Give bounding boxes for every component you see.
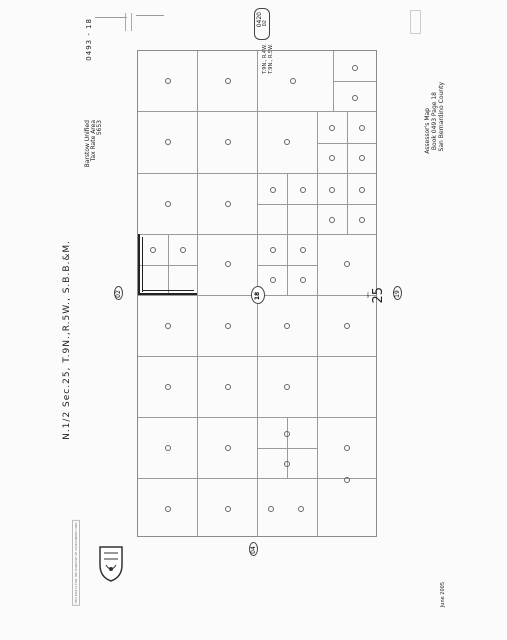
parcel-marker[interactable] [180, 247, 186, 253]
adjacent-page-top-number: 02 [114, 290, 122, 298]
parcel-marker[interactable] [165, 323, 171, 329]
parcel-marker[interactable] [225, 261, 231, 267]
grid-sub-line [287, 173, 288, 234]
section-corner-mark [142, 290, 194, 291]
parcel-marker[interactable] [165, 506, 171, 512]
book-page: Book 0493 Page 18 [431, 92, 438, 151]
scale-mark-left [125, 13, 126, 31]
parcel-marker[interactable] [150, 247, 156, 253]
parcel-marker[interactable] [165, 78, 171, 84]
township-label-1: T.9N., R.4W. [262, 44, 268, 74]
grid-sub-line [168, 234, 169, 295]
parcel-marker[interactable] [165, 384, 171, 390]
tax-rate-area-label: Tax Rate Area [90, 120, 97, 162]
parcel-marker[interactable] [344, 323, 350, 329]
parcel-marker[interactable] [284, 461, 290, 467]
adjacent-page-right [393, 286, 402, 300]
parcel-marker[interactable] [284, 139, 290, 145]
parcel-marker[interactable] [284, 384, 290, 390]
parcel-marker[interactable] [290, 78, 296, 84]
parcel-marker[interactable] [352, 95, 358, 101]
adjacent-page-top [114, 286, 123, 300]
parcel-marker[interactable] [284, 431, 290, 437]
parcel-marker[interactable] [268, 506, 274, 512]
parcel-marker[interactable] [359, 155, 365, 161]
parcel-marker[interactable] [359, 187, 365, 193]
county-seal-icon [96, 543, 126, 583]
parcel-marker[interactable] [352, 65, 358, 71]
parcel-marker[interactable] [300, 247, 306, 253]
parcel-marker[interactable] [165, 201, 171, 207]
scale-bar [95, 17, 127, 18]
parcel-marker[interactable] [165, 139, 171, 145]
section-corner-line [138, 293, 197, 295]
map-date: June 2005 [440, 582, 446, 608]
parcel-marker[interactable] [329, 125, 335, 131]
parcel-marker[interactable] [225, 323, 231, 329]
parcel-marker[interactable] [270, 277, 276, 283]
grid-sub-line [287, 234, 288, 295]
parcel-marker[interactable] [298, 506, 304, 512]
corner-stamp [410, 10, 421, 34]
parcel-marker[interactable] [329, 155, 335, 161]
adjacent-page-left [249, 542, 258, 556]
map-title: N.1/2 Sec.25, T.9N.,R.5W., S.B.B.&M. [62, 240, 72, 440]
parcel-marker[interactable] [344, 477, 350, 483]
top-reference-sub: 02 [262, 20, 268, 27]
parcel-marker[interactable] [300, 187, 306, 193]
map-number-label: 0493 - 18 [85, 18, 93, 61]
parcel-marker[interactable] [270, 187, 276, 193]
section-corner-line [138, 234, 140, 295]
parcel-marker[interactable] [300, 277, 306, 283]
assessor-map-label: Assessor's Map [424, 108, 431, 154]
section-corner-mark [142, 237, 143, 292]
parcel-marker[interactable] [329, 217, 335, 223]
county-name: San Bernardino County [438, 82, 445, 152]
section-number: 25 [371, 287, 386, 304]
township-label-2: T.9N., R.5W. [268, 44, 274, 74]
parcel-marker[interactable] [225, 445, 231, 451]
disclaimer-text: THIS MAP IS FOR THE PURPOSE OF ASSESSMENT ONLY [74, 522, 78, 604]
grid-col-line [197, 51, 198, 536]
grid-sub-line [333, 81, 376, 82]
parcel-marker[interactable] [344, 261, 350, 267]
parcel-marker[interactable] [225, 78, 231, 84]
adjacent-page-left-number: 04 [249, 546, 257, 554]
page-number: 18 [253, 291, 261, 301]
parcel-marker[interactable] [329, 187, 335, 193]
grid-sub-line [347, 111, 348, 234]
district-name: Barstow Unified [84, 120, 91, 168]
parcel-marker[interactable] [359, 217, 365, 223]
tax-rate-area-number: 5653 [96, 120, 103, 136]
grid-sub-line [287, 417, 288, 478]
parcel-marker[interactable] [225, 139, 231, 145]
scale-bar-tick [136, 15, 164, 16]
parcel-marker[interactable] [359, 125, 365, 131]
parcel-marker[interactable] [270, 247, 276, 253]
parcel-marker[interactable] [225, 506, 231, 512]
parcel-marker[interactable] [225, 201, 231, 207]
parcel-grid [137, 50, 386, 537]
parcel-marker[interactable] [225, 384, 231, 390]
top-reference: 0420 [256, 12, 263, 28]
parcel-marker[interactable] [344, 445, 350, 451]
scale-mark-right [131, 13, 132, 31]
section-label: SEC. [366, 291, 370, 298]
adjacent-page-right-number: 19 [393, 290, 401, 298]
page-number-circle [251, 286, 265, 304]
parcel-marker[interactable] [165, 445, 171, 451]
grid-sub-line [317, 417, 318, 478]
parcel-marker[interactable] [284, 323, 290, 329]
